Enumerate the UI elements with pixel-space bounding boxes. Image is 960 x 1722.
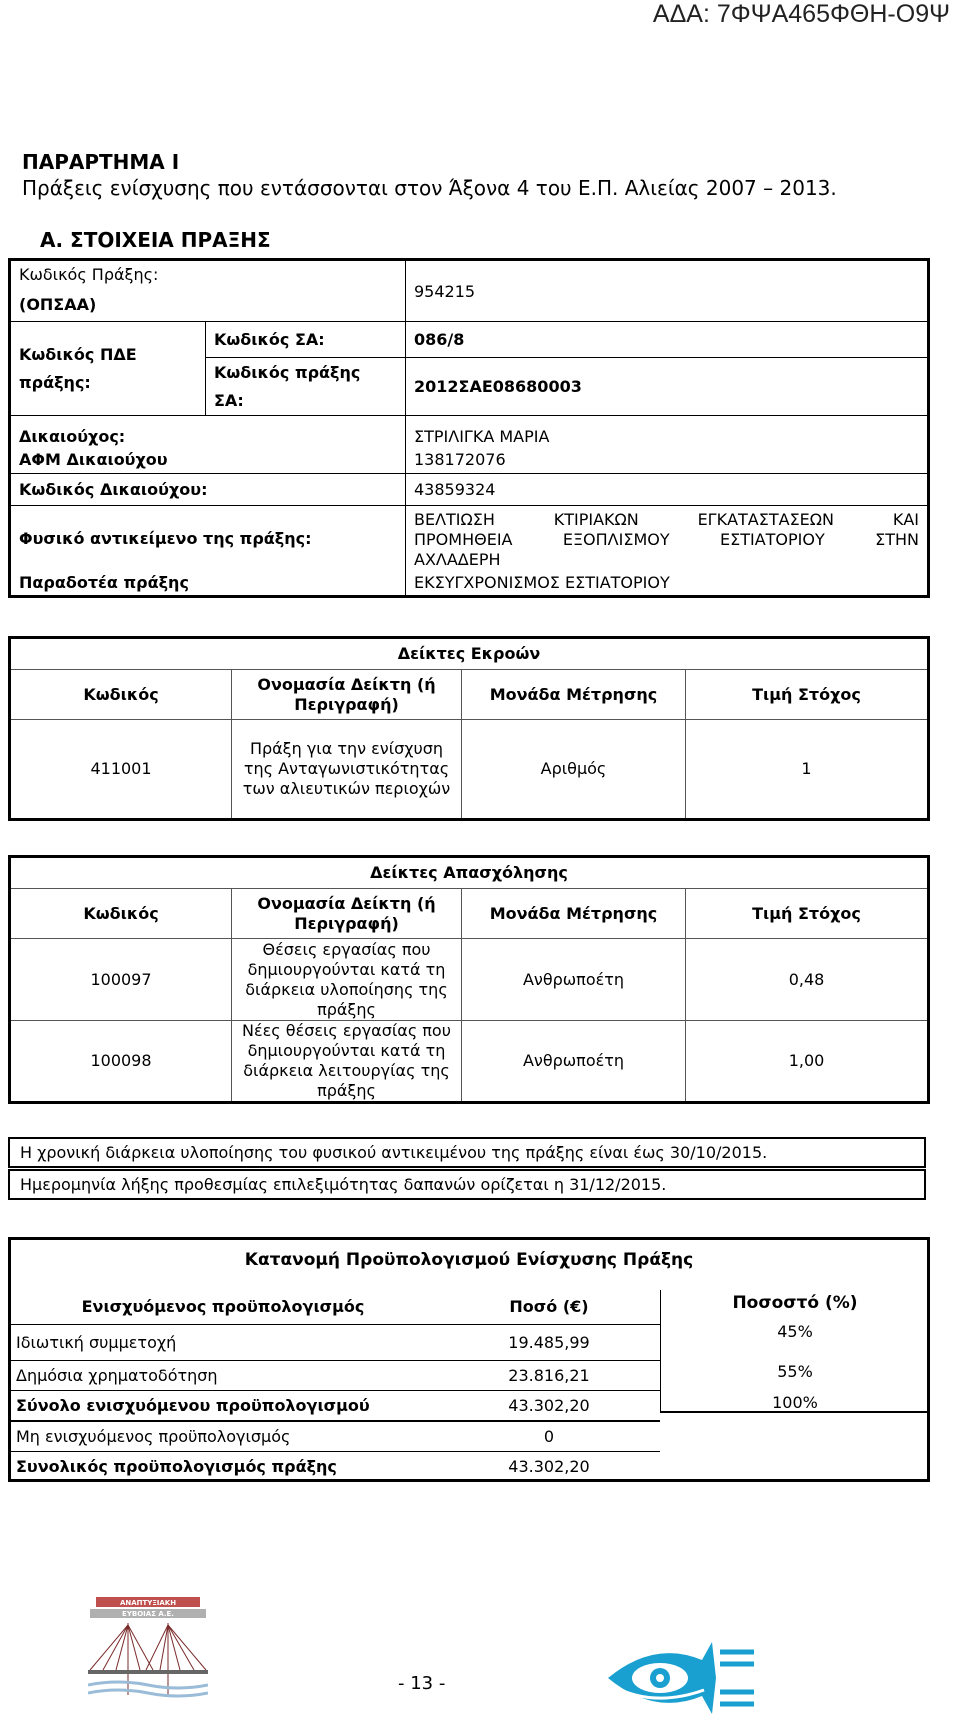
employment-row-name: Νέες θέσεις εργασίας που δημιουργούνται κατά τη διάρκεια λειτουργίας της πράξης: [232, 1021, 462, 1103]
budget-pct-total: 100%: [772, 1393, 818, 1412]
budget-row-amount: 23.816,21: [438, 1360, 660, 1390]
kodikos-pde-label: [10, 322, 206, 416]
budget-table: [8, 1290, 660, 1481]
kodikos-praxis-value: 954215: [406, 260, 929, 322]
employment-header-target: Τιμή Στόχος: [686, 889, 929, 939]
page-number: - 13 -: [398, 1673, 446, 1694]
section-a-title: Α. ΣΤΟΙΧΕΙΑ ΠΡΑΞΗΣ: [40, 228, 271, 252]
eye-fish-logo: [604, 1638, 756, 1718]
budget-header-pct: Ποσοστό (%): [732, 1293, 858, 1313]
employment-header-unit: Μονάδα Μέτρησης: [462, 889, 686, 939]
output-row-unit: Αριθμός: [462, 720, 686, 820]
output-row-target: 1: [686, 720, 929, 820]
fysiko-line-3: ΑΧΛΑΔΕΡΗ: [414, 550, 501, 569]
budget-row-amount: 0: [438, 1421, 660, 1452]
kodikos-dikaiouxou-value: 43859324: [406, 474, 929, 506]
fysiko-antikeimeno-label: Φυσικό αντικείμενο της πράξης:: [10, 506, 406, 571]
table-row: [8, 1390, 660, 1421]
output-header-unit: Μονάδα Μέτρησης: [462, 670, 686, 720]
employment-header-code: Κωδικός: [10, 889, 232, 939]
kodikos-sa-label: Κωδικός ΣΑ:: [206, 322, 406, 358]
deadline-note: Ημερομηνία λήξης προθεσμίας επιλεξιμότητας δαπανών ορίζεται η 31/12/2015.: [8, 1169, 926, 1200]
dikaiouxos-label: Δικαιούχος:: [10, 416, 406, 446]
annex-subtitle: Πράξεις ενίσχυσης που εντάσσονται στον Άξονα 4 του Ε.Π. Αλιείας 2007 – 2013.: [22, 176, 837, 200]
employment-indicators-table: [8, 855, 930, 1104]
table-row: [8, 1324, 660, 1360]
output-row-code: 411001: [10, 720, 232, 820]
budget-row-label: Μη ενισχυόμενος προϋπολογισμός: [8, 1421, 438, 1452]
ada-code: ΑΔΑ: 7ΦΨΑ465ΦΘΗ-Ο9Ψ: [652, 0, 950, 28]
logo-line-1: ΑΝΑΠΤΥΞΙΑΚΗ: [119, 1599, 177, 1607]
kodikos-praxis-sa-label-line1: Κωδικός πράξης: [214, 362, 361, 382]
paradotea-value: ΕΚΣΥΓΧΡΟΝΙΣΜΟΣ ΕΣΤΙΑΤΟΡΙΟΥ: [406, 570, 929, 596]
output-header-target: Τιμή Στόχος: [686, 670, 929, 720]
employment-row-target: 0,48: [686, 939, 929, 1021]
fysiko-line-2: ΠΡΟΜΗΘΕΙΑ ΕΞΟΠΛΙΣΜΟΥ ΕΣΤΙΑΤΟΡΙΟΥ ΣΤΗΝ: [414, 530, 919, 549]
afm-value: 138172076: [406, 446, 929, 474]
budget-row-label: Ιδιωτική συμμετοχή: [8, 1324, 438, 1360]
kodikos-dikaiouxou-label: Κωδικός Δικαιούχου:: [10, 474, 406, 506]
output-indicators-title: Δείκτες Εκροών: [10, 638, 929, 670]
employment-row-name: Θέσεις εργασίας που δημιουργούνται κατά τη διάρκεια υλοποίησης της πράξης: [232, 939, 462, 1021]
budget-row-amount: 43.302,20: [508, 1456, 590, 1476]
kodikos-praxis-sa-value: 2012ΣΑΕ08680003: [406, 358, 929, 416]
annex-title: ΠΑΡΑΡΤΗΜΑ Ι: [22, 150, 180, 174]
employment-row-unit: Ανθρωποέτη: [462, 1021, 686, 1103]
table-row: [8, 1360, 660, 1390]
employment-row-target: 1,00: [686, 1021, 929, 1103]
kodikos-praxis-sa-label-line2: ΣΑ:: [214, 390, 244, 410]
kodikos-pde-label-line2: πράξης:: [19, 372, 91, 392]
fysiko-line-1: ΒΕΛΤΙΩΣΗ ΚΤΙΡΙΑΚΩΝ ΕΓΚΑΤΑΣΤΑΣΕΩΝ ΚΑΙ: [414, 510, 919, 529]
output-header-name: Ονομασία Δείκτη (ή Περιγραφή): [232, 670, 462, 720]
afm-label: ΑΦΜ Δικαιούχου: [10, 446, 406, 474]
budget-row-label: Συνολικός προϋπολογισμός πράξης: [16, 1456, 337, 1476]
opsaa-label: (ΟΠΣΑΑ): [10, 288, 406, 322]
budget-row-amount: 43.302,20: [438, 1390, 660, 1421]
budget-row-amount: 19.485,99: [438, 1324, 660, 1360]
duration-note: Η χρονική διάρκεια υλοποίησης του φυσικού αντικειμένου της πράξης είναι έως 30/10/2015.: [8, 1137, 926, 1168]
budget-title: Κατανομή Προϋπολογισμού Ενίσχυσης Πράξης: [244, 1250, 694, 1270]
output-indicators-table: [8, 636, 930, 821]
fysiko-antikeimeno-value: [406, 506, 929, 571]
anaptyxiaki-evvoias-logo: [88, 1595, 208, 1705]
employment-row-code: 100097: [10, 939, 232, 1021]
output-row-name: Πράξη για την ενίσχυση της Ανταγωνιστικότητας των αλιευτικών περιοχών: [232, 720, 462, 820]
table-row: [10, 720, 929, 820]
praxis-details-table: [8, 258, 930, 598]
budget-row-label: Δημόσια χρηματοδότηση: [8, 1360, 438, 1390]
logo-line-2: ΕΥΒΟΙΑΣ Α.Ε.: [122, 1610, 174, 1618]
output-header-code: Κωδικός: [10, 670, 232, 720]
table-row: [8, 1451, 660, 1481]
employment-row-code: 100098: [10, 1021, 232, 1103]
kodikos-pde-label-line1: Κωδικός ΠΔΕ: [19, 344, 137, 364]
kodikos-praxis-sa-label: [206, 358, 406, 416]
dikaiouxos-value: ΣΤΡΙΛΙΓΚΑ ΜΑΡΙΑ: [406, 416, 929, 446]
table-row: [8, 1421, 660, 1452]
employment-indicators-title: Δείκτες Απασχόλησης: [10, 857, 929, 889]
employment-row-unit: Ανθρωποέτη: [462, 939, 686, 1021]
table-row: [10, 1021, 929, 1103]
budget-header-amount: Ποσό (€): [438, 1290, 660, 1324]
paradotea-label: Παραδοτέα πράξης: [10, 570, 406, 596]
table-row: [10, 939, 929, 1021]
budget-row-label: Σύνολο ενισχυόμενου προϋπολογισμού: [8, 1390, 438, 1421]
kodikos-praxis-label: Κωδικός Πράξης:: [10, 260, 406, 288]
employment-header-name: Ονομασία Δείκτη (ή Περιγραφή): [232, 889, 462, 939]
kodikos-sa-value: 086/8: [406, 322, 929, 358]
budget-header-budget: Ενισχυόμενος προϋπολογισμός: [8, 1290, 438, 1324]
budget-pct-public: 55%: [777, 1362, 813, 1381]
budget-pct-private: 45%: [777, 1322, 813, 1341]
